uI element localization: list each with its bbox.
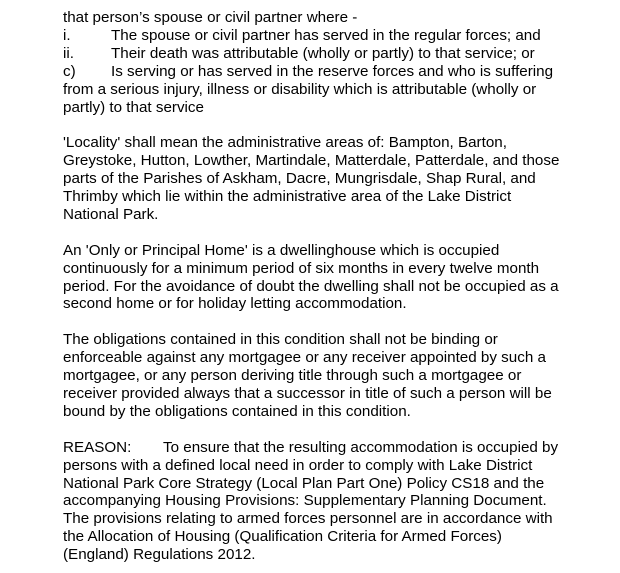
list-text: Their death was attributable (wholly or partly) to that service; or <box>111 44 535 62</box>
document-page <box>63 9 583 564</box>
reason-line: (England) Regulations 2012. <box>63 546 256 564</box>
list-item-c <box>63 63 583 117</box>
reason-label: REASON: <box>63 438 132 456</box>
paragraph-line: enforceable against any mortgagee or any receiver appointed by such a <box>63 349 546 367</box>
reason-first-line <box>63 439 583 457</box>
paragraph-line: receiver provided always that a successor in title of such a person will be <box>63 384 552 402</box>
paragraph-line: parts of the Parishes of Askham, Dacre, Mungrisdale, Shap Rural, and <box>63 170 536 188</box>
paragraph-line: An 'Only or Principal Home' is a dwellinghouse which is occupied <box>63 241 500 259</box>
list-text-continued: partly) to that service <box>63 98 204 116</box>
reason-line: accompanying Housing Provisions: Supplementary Planning Document. <box>63 492 547 510</box>
paragraph-line: period. For the avoidance of doubt the dwelling shall not be occupied as a <box>63 277 559 295</box>
paragraph-line: The obligations contained in this condition shall not be binding or <box>63 331 498 349</box>
paragraph-line: Thrimby which lie within the administrative area of the Lake District <box>63 188 512 206</box>
paragraph-line: National Park. <box>63 205 159 223</box>
list-marker: i. <box>63 26 71 44</box>
paragraph-line: bound by the obligations contained in this condition. <box>63 402 411 420</box>
reason-text: To ensure that the resulting accommodation is occupied by <box>163 438 559 456</box>
paragraph-line: second home or for holiday letting accommodation. <box>63 295 407 313</box>
intro-line: that person’s spouse or civil partner where - <box>63 9 358 26</box>
paragraph-gap <box>63 313 583 331</box>
paragraph-line: mortgagee, or any person deriving title through such a mortgagee or <box>63 367 522 385</box>
list-text: Is serving or has served in the reserve forces and who is suffering <box>111 62 554 80</box>
paragraph-gap <box>63 421 583 439</box>
paragraph-line: Greystoke, Hutton, Lowther, Martindale, Matterdale, Patterdale, and those <box>63 152 560 170</box>
paragraph-line: continuously for a minimum period of six months in every twelve month <box>63 259 540 277</box>
paragraph-obligations <box>63 331 583 421</box>
paragraph-principal-home <box>63 242 583 314</box>
list-marker: ii. <box>63 44 74 62</box>
reason-line: The provisions relating to armed forces personnel are in accordance with <box>63 510 553 528</box>
paragraph-gap <box>63 116 583 134</box>
list-marker: c) <box>63 62 76 80</box>
reason-paragraph <box>63 439 583 564</box>
list-item-line <box>63 63 583 81</box>
reason-line: National Park Core Strategy (Local Plan Part One) Policy CS18 and the <box>63 474 545 492</box>
reason-line: the Allocation of Housing (Qualification Criteria for Armed Forces) <box>63 528 502 546</box>
list-item-ii <box>63 45 583 63</box>
list-text-continued: from a serious injury, illness or disability which is attributable (wholly or <box>63 80 537 98</box>
paragraph-line: 'Locality' shall mean the administrative areas of: Bampton, Barton, <box>63 134 507 152</box>
paragraph-gap <box>63 224 583 242</box>
reason-line: persons with a defined local need in order to comply with Lake District <box>63 456 533 474</box>
list-item-line <box>63 27 583 45</box>
list-item-i <box>63 27 583 45</box>
paragraph-locality <box>63 134 583 224</box>
list-item-line <box>63 45 583 63</box>
list-text: The spouse or civil partner has served in the regular forces; and <box>111 26 541 44</box>
